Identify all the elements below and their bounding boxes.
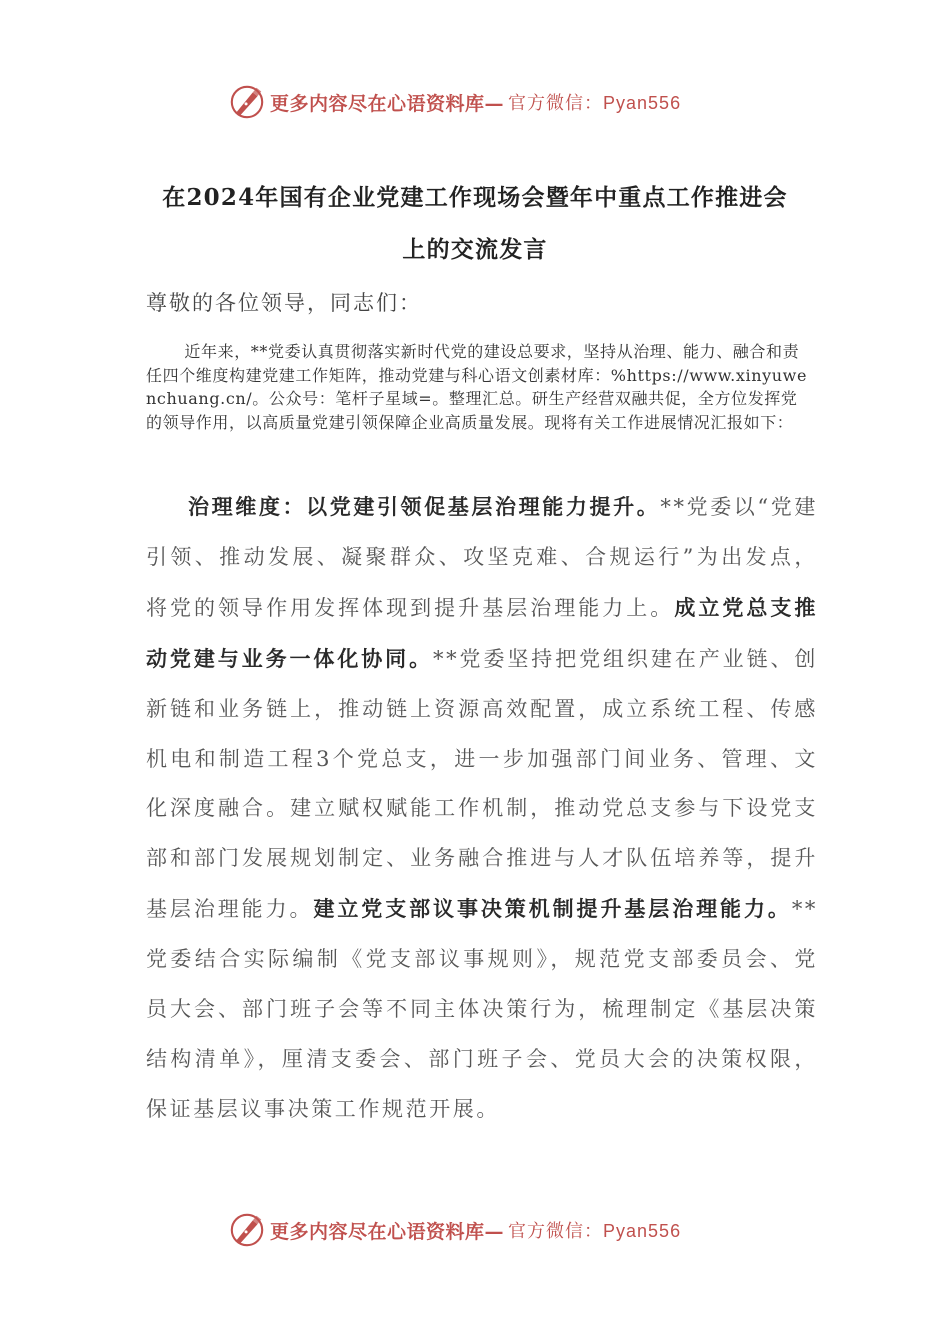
subheading-1: 成立党总支推动党建与业务一体化协同。 (146, 594, 818, 671)
banner-contact-text: 官方微信：Pyan556 (508, 93, 682, 113)
section-governance (146, 482, 818, 1135)
intro-paragraph: 近年来，**党委认真贯彻落实新时代党的建设总要求，坚持从治理、能力、融合和责任四个维度构建党建工作矩阵，推动党建与科心语文创素材库：%https://www.xinyuwenchuang.cn/。公众号：笔杆子星域=。整理汇总。研生产经营双融共促，全方位发挥党的领导作用，以高质量党建引领保障企业高质量发展。现将有关工作进展情况汇报如下： (146, 342, 808, 432)
section-heading: 治理维度：以党建引领促基层治理能力提升。 (188, 494, 661, 519)
banner-main-text: 更多内容尽在心语资料库— (270, 1220, 505, 1243)
section-text-3: **党委结合实际编制《党支部议事规则》，规范党支部委员会、党员大会、部门班子会等不同主体决策行为，梳理制定《基层决策结构清单》，厘清支委会、部门班子会、党员大会的决策权限，保证基层议事决策工作规范开展。 (146, 897, 819, 1121)
title-line-1: 在2024年国有企业党建工作现场会暨年中重点工作推进会 (162, 184, 788, 211)
subheading-2: 建立党支部议事决策机制提升基层治理能力。 (313, 896, 792, 922)
banner-main-text: 更多内容尽在心语资料库— (270, 92, 505, 115)
title-line-2: 上的交流发言 (402, 236, 548, 263)
footer-banner (228, 1210, 728, 1250)
section-text-1: **党委以“党建引领、推动发展、凝聚群众、攻坚克难、合规运行”为出发点，将党的领导作用发挥体现到提升基层治理能力上。 (146, 495, 818, 620)
banner-contact-text: 官方微信：Pyan556 (508, 1221, 682, 1241)
document-title (130, 172, 820, 276)
pen-nib-logo-icon (228, 1211, 266, 1249)
section-text-2: **党委坚持把党组织建在产业链、创新链和业务链上，推动链上资源高效配置，成立系统工程、传感机电和制造工程3个党总支，进一步加强部门间业务、管理、文化深度融合。建立赋权赋能工作机制，推动党总支参与下设党支部和部门发展规划制定、业务融合推进与人才队伍培养等，提升基层治理能力。 (146, 646, 819, 922)
salutation: 尊敬的各位领导，同志们： (146, 291, 422, 315)
pen-nib-logo-icon (228, 83, 266, 121)
header-banner (228, 82, 728, 122)
